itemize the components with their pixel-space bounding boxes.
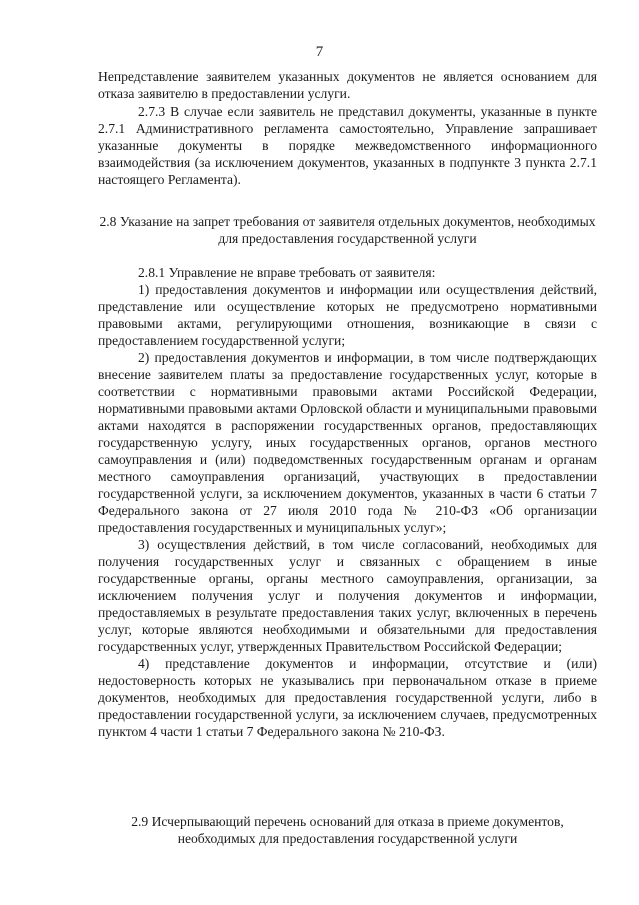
page-number: 7 (315, 44, 324, 60)
section-heading-2-9: 2.9 Исчерпывающий перечень оснований для отказа в приеме документов, необходимых для предоставления государственной услуги (131, 814, 564, 846)
list-item-2: 2) предоставления документов и информации, в том числе подтверждающих внесение заявителем платы за предоставление государственных услуг, которые в соответствии с нормативными правовыми актами Российской Федерации, нормативными правовыми актами Орловской области и муниципальными правовыми актами находятся в распоряжении государственных органов, предоставляющих государственную услугу, иных государственных органов, органов местного самоуправления и (или) подведомственных государственным органам и органам местного самоуправления организаций, участвующих в предоставлении государственной услуги, за исключением документов, указанных в части 6 статьи 7 Федерального закона от 27 июля 2010 года № 210-ФЗ «Об организации предоставления государственных и муниципальных услуг»; (98, 350, 597, 535)
list-item-4: 4) представление документов и информации, отсутствие и (или) недостоверность которых не указывались при первоначальном отказе в приеме документов, необходимых для предоставления государственной услуги, либо в предоставлении государственной услуги, за исключением случаев, предусмотренных пунктом 4 части 1 статьи 7 Федерального закона № 210-ФЗ. (98, 656, 597, 739)
list-item-1: 1) предоставления документов и информации или осуществления действий, представление или осуществление которых не предусмотрено нормативными правовыми актами, регулирующими отношения, возникающие в связи с предоставлением государственной услуги; (98, 282, 597, 348)
paragraph-not-grounds: Непредставление заявителем указанных документов не является основанием для отказа заявителю в предоставлении услуги. (98, 69, 597, 101)
section-heading-2-8: 2.8 Указание на запрет требования от заявителя отдельных документов, необходимых для предоставления государственной услуги (99, 214, 596, 246)
paragraph-block-top (98, 68, 597, 102)
paragraph-2-8-1: 2.8.1 Управление не вправе требовать от заявителя: (138, 265, 436, 280)
paragraph-block-2-7-3 (98, 103, 597, 188)
paragraph-2-7-3: 2.7.3 В случае если заявитель не представил документы, указанные в пункте 2.7.1 Административного регламента самостоятельно, Управление запрашивает указанные документы в порядке межведомственного информационного взаимодействия (за исключением документов, указанных в подпункте 3 пункта 2.7.1 настоящего Регламента). (98, 104, 597, 187)
section-body-2-8 (98, 264, 597, 740)
list-item-3: 3) осуществления действий, в том числе согласований, необходимых для получения государственных услуг и связанных с обращением в иные государственные органы, органы местного самоуправления, организации, за исключением получения услуг и получения документов и информации, предоставляемых в результате предоставления таких услуг, включенных в перечень услуг, которые являются необходимыми и обязательными для предоставления государственных услуг, утвержденных Правительством Российской Федерации; (98, 537, 597, 654)
